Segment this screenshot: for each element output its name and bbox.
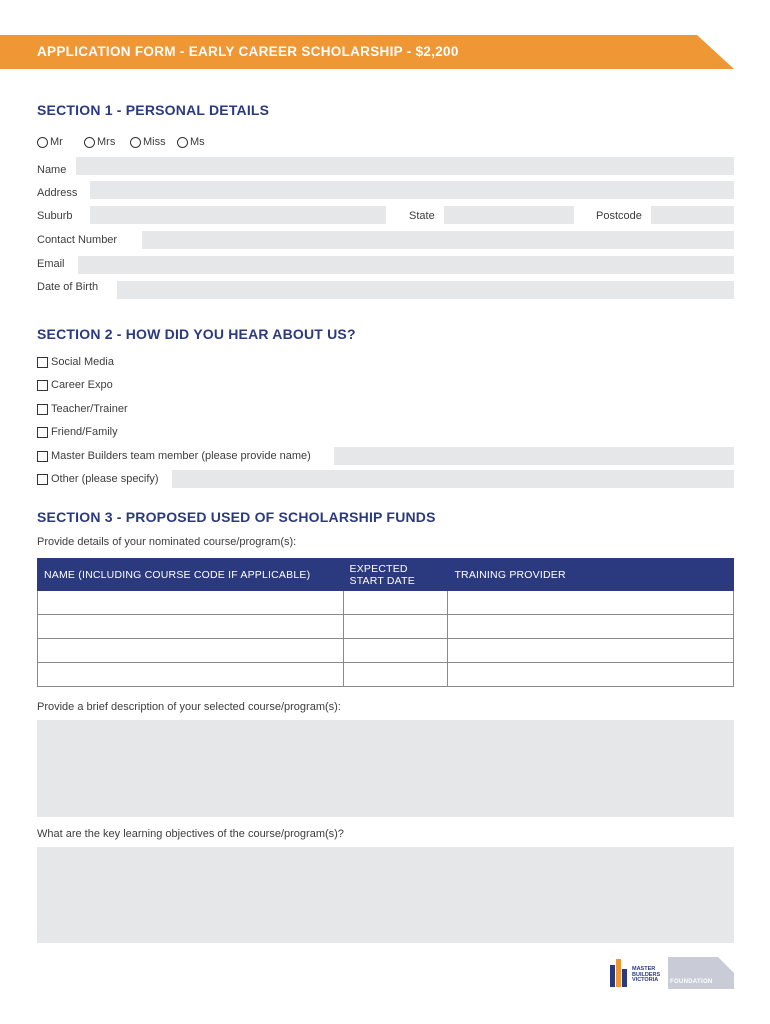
email-label: Email — [37, 258, 65, 270]
state-field[interactable] — [444, 206, 574, 224]
source-option-friend-family[interactable] — [37, 426, 118, 438]
title-option-label: Ms — [190, 136, 205, 148]
start-date-cell[interactable] — [343, 615, 448, 639]
table-row — [38, 615, 734, 639]
checkbox-icon — [37, 404, 48, 415]
column-header-name: NAME (INCLUDING COURSE CODE IF APPLICABLE) — [38, 559, 344, 591]
title-option-mr[interactable] — [37, 136, 63, 148]
state-label: State — [409, 210, 435, 222]
contact-number-label: Contact Number — [37, 234, 118, 246]
table-row — [38, 663, 734, 687]
dob-label: Date of Birth — [37, 281, 99, 293]
source-option-label: Career Expo — [51, 379, 113, 391]
course-name-cell[interactable] — [38, 663, 344, 687]
table-row — [38, 591, 734, 615]
source-option-label: Social Media — [51, 356, 114, 368]
logo-line: MASTER — [632, 966, 656, 972]
course-name-cell[interactable] — [38, 591, 344, 615]
logo-line: VICTORIA — [632, 977, 659, 984]
radio-icon — [177, 137, 188, 148]
postcode-field[interactable] — [651, 206, 734, 224]
start-date-cell[interactable] — [343, 639, 448, 663]
source-option-label: Other (please specify) — [51, 473, 159, 485]
postcode-label: Postcode — [596, 210, 642, 222]
title-option-label: Mrs — [97, 136, 116, 148]
checkbox-icon — [37, 380, 48, 391]
dob-field[interactable] — [117, 281, 734, 299]
section-2-title: SECTION 2 - HOW DID YOU HEAR ABOUT US? — [37, 326, 356, 342]
other-specify-field[interactable] — [172, 470, 734, 488]
course-name-cell[interactable] — [38, 615, 344, 639]
title-option-mrs[interactable] — [84, 136, 115, 148]
table-row — [38, 639, 734, 663]
provider-cell[interactable] — [448, 591, 734, 615]
suburb-field[interactable] — [90, 206, 386, 224]
contact-number-field[interactable] — [142, 231, 734, 249]
learning-objectives-field[interactable] — [37, 847, 734, 943]
table-header-row — [38, 559, 734, 591]
radio-icon — [37, 137, 48, 148]
form-banner — [0, 35, 734, 69]
start-date-cell[interactable] — [343, 591, 448, 615]
name-field[interactable] — [76, 157, 734, 175]
source-option-career-expo[interactable] — [37, 379, 113, 391]
source-option-other[interactable] — [37, 473, 159, 485]
course-name-cell[interactable] — [38, 639, 344, 663]
section-3-title: SECTION 3 - PROPOSED USED OF SCHOLARSHIP FUNDS — [37, 509, 436, 525]
logo-line: BUILDERS — [632, 971, 661, 978]
title-option-miss[interactable] — [130, 136, 166, 148]
suburb-label: Suburb — [37, 210, 73, 222]
provider-cell[interactable] — [448, 639, 734, 663]
title-option-ms[interactable] — [177, 136, 205, 148]
foundation-label: FOUNDATION — [670, 979, 713, 985]
description-prompt: Provide a brief description of your selected course/program(s): — [37, 701, 341, 713]
objectives-prompt: What are the key learning objectives of the course/program(s)? — [37, 828, 344, 840]
course-table — [37, 558, 734, 687]
source-option-team-member[interactable] — [37, 450, 311, 462]
email-field[interactable] — [78, 256, 734, 274]
provider-cell[interactable] — [448, 663, 734, 687]
course-description-field[interactable] — [37, 720, 734, 817]
column-header-start-date: EXPECTED START DATE — [343, 559, 448, 591]
source-option-teacher-trainer[interactable] — [37, 403, 128, 415]
source-option-social-media[interactable] — [37, 356, 114, 368]
source-option-label: Friend/Family — [51, 426, 118, 438]
column-header-provider: TRAINING PROVIDER — [448, 559, 734, 591]
checkbox-icon — [37, 427, 48, 438]
checkbox-icon — [37, 357, 48, 368]
master-builders-logo — [608, 955, 734, 991]
course-details-prompt: Provide details of your nominated course/program(s): — [37, 536, 297, 548]
title-option-label: Mr — [50, 136, 63, 148]
checkbox-icon — [37, 474, 48, 485]
radio-icon — [84, 137, 95, 148]
radio-icon — [130, 137, 141, 148]
section-1-title: SECTION 1 - PERSONAL DETAILS — [37, 102, 270, 118]
title-option-label: Miss — [143, 136, 166, 148]
team-member-name-field[interactable] — [334, 447, 734, 465]
source-option-label: Master Builders team member (please provide name) — [51, 450, 311, 462]
start-date-cell[interactable] — [343, 663, 448, 687]
checkbox-icon — [37, 451, 48, 462]
address-field[interactable] — [90, 181, 734, 199]
name-label: Name — [37, 164, 67, 176]
source-option-label: Teacher/Trainer — [51, 403, 128, 415]
address-label: Address — [37, 187, 78, 199]
provider-cell[interactable] — [448, 615, 734, 639]
logo-mark-icon — [608, 955, 734, 991]
logo-wordmark — [632, 967, 660, 984]
form-title: APPLICATION FORM - EARLY CAREER SCHOLARSHIP - $2,200 — [37, 44, 459, 59]
